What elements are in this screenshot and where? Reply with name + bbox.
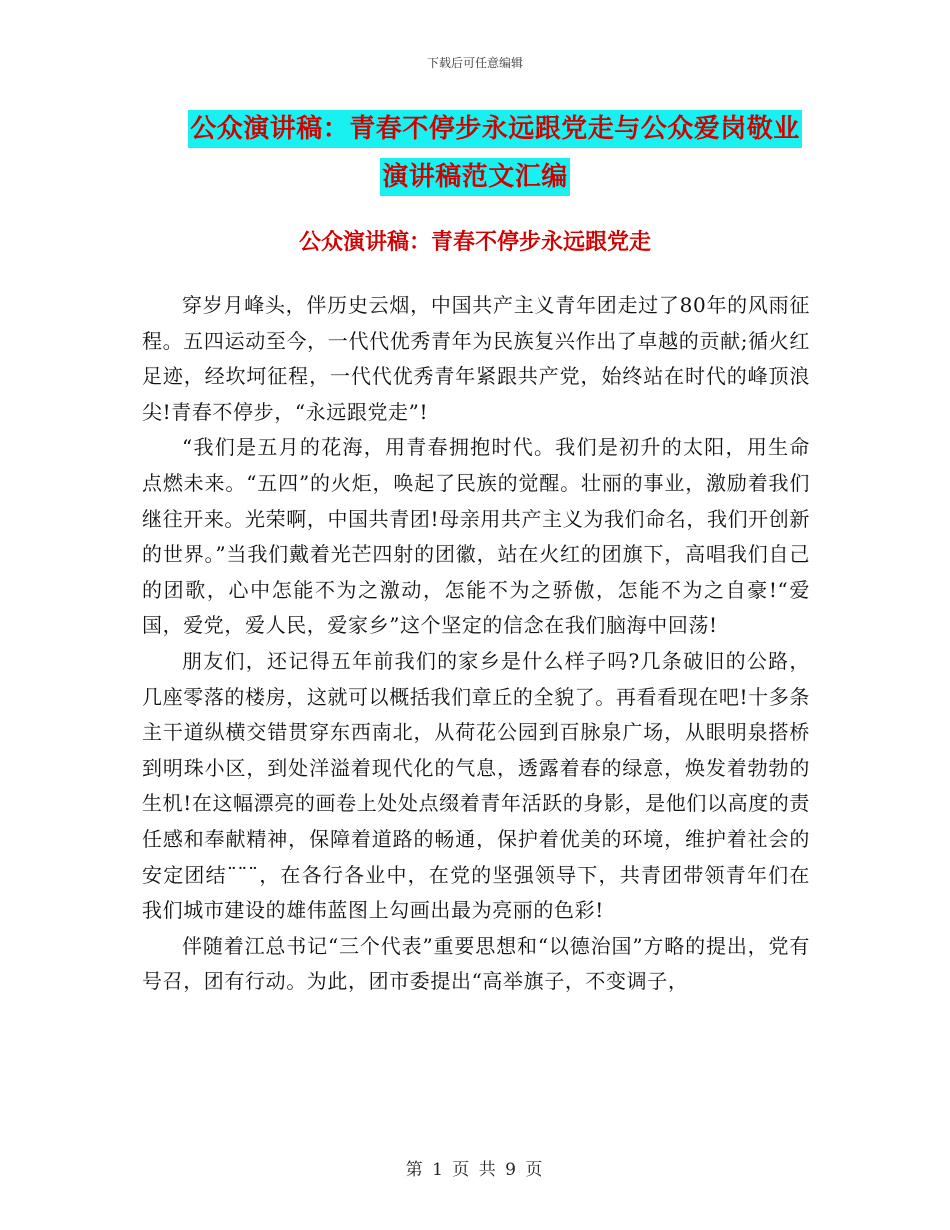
section-title: 公众演讲稿：青春不停步永远跟党走 <box>298 229 651 255</box>
title-line-2: 演讲稿范文汇编 <box>380 158 570 196</box>
title-line-1: 公众演讲稿：青春不停步永远跟党走与公众爱岗敬业 <box>188 110 802 148</box>
body-text <box>142 288 810 1000</box>
paragraph: “我们是五月的花海，用青春拥抱时代。我们是初升的太阳，用生命点燃未来。“五四”的火炬，唤起了民族的觉醒。壮丽的事业，激励着我们继往开来。光荣啊，中国共青团!母亲用共产主义为我们命名，我们开创新的世界。”当我们戴着光芒四射的团徽，站在火红的团旗下，高唱我们自己的团歌，心中怎能不为之激动，怎能不为之骄傲，怎能不为之自豪!“爱国，爱党，爱人民，爱家乡”这个坚定的信念在我们脑海中回荡! <box>142 435 810 638</box>
header-note: 下载后可任意编辑 <box>426 56 523 70</box>
paragraph: 穿岁月峰头，伴历史云烟，中国共产主义青年团走过了80年的风雨征程。五四运动至今，一代代优秀青年为民族复兴作出了卓越的贡献;循火红足迹，经坎坷征程，一代代优秀青年紧跟共产党，始终站在时代的峰顶浪尖!青春不停步，“永远跟党走”! <box>142 293 810 424</box>
paragraph: 伴随着江总书记“三个代表”重要思想和“以德治国”方略的提出，党有号召，团有行动。为此，团市委提出“高举旗子，不变调子， <box>142 933 810 994</box>
document-title <box>0 110 950 196</box>
paragraph: 朋友们，还记得五年前我们的家乡是什么样子吗?几条破旧的公路，几座零落的楼房，这就可以概括我们章丘的全貌了。再看看现在吧!十多条主干道纵横交错贯穿东西南北，从荷花公园到百脉泉广场，从眼明泉搭桥到明珠小区，到处洋溢着现代化的气息，透露着春的绿意，焕发着勃勃的生机!在这幅漂亮的画卷上处处点缀着青年活跃的身影，是他们以高度的责任感和奉献精神，保障着道路的畅通，保护着优美的环境，维护着社会的安定团结¨¨¨，在各行各业中，在党的坚强领导下，共青团带领青年们在我们城市建设的雄伟蓝图上勾画出最为亮丽的色彩! <box>142 648 810 923</box>
page-number: 第 1 页 共 9 页 <box>405 1160 545 1180</box>
